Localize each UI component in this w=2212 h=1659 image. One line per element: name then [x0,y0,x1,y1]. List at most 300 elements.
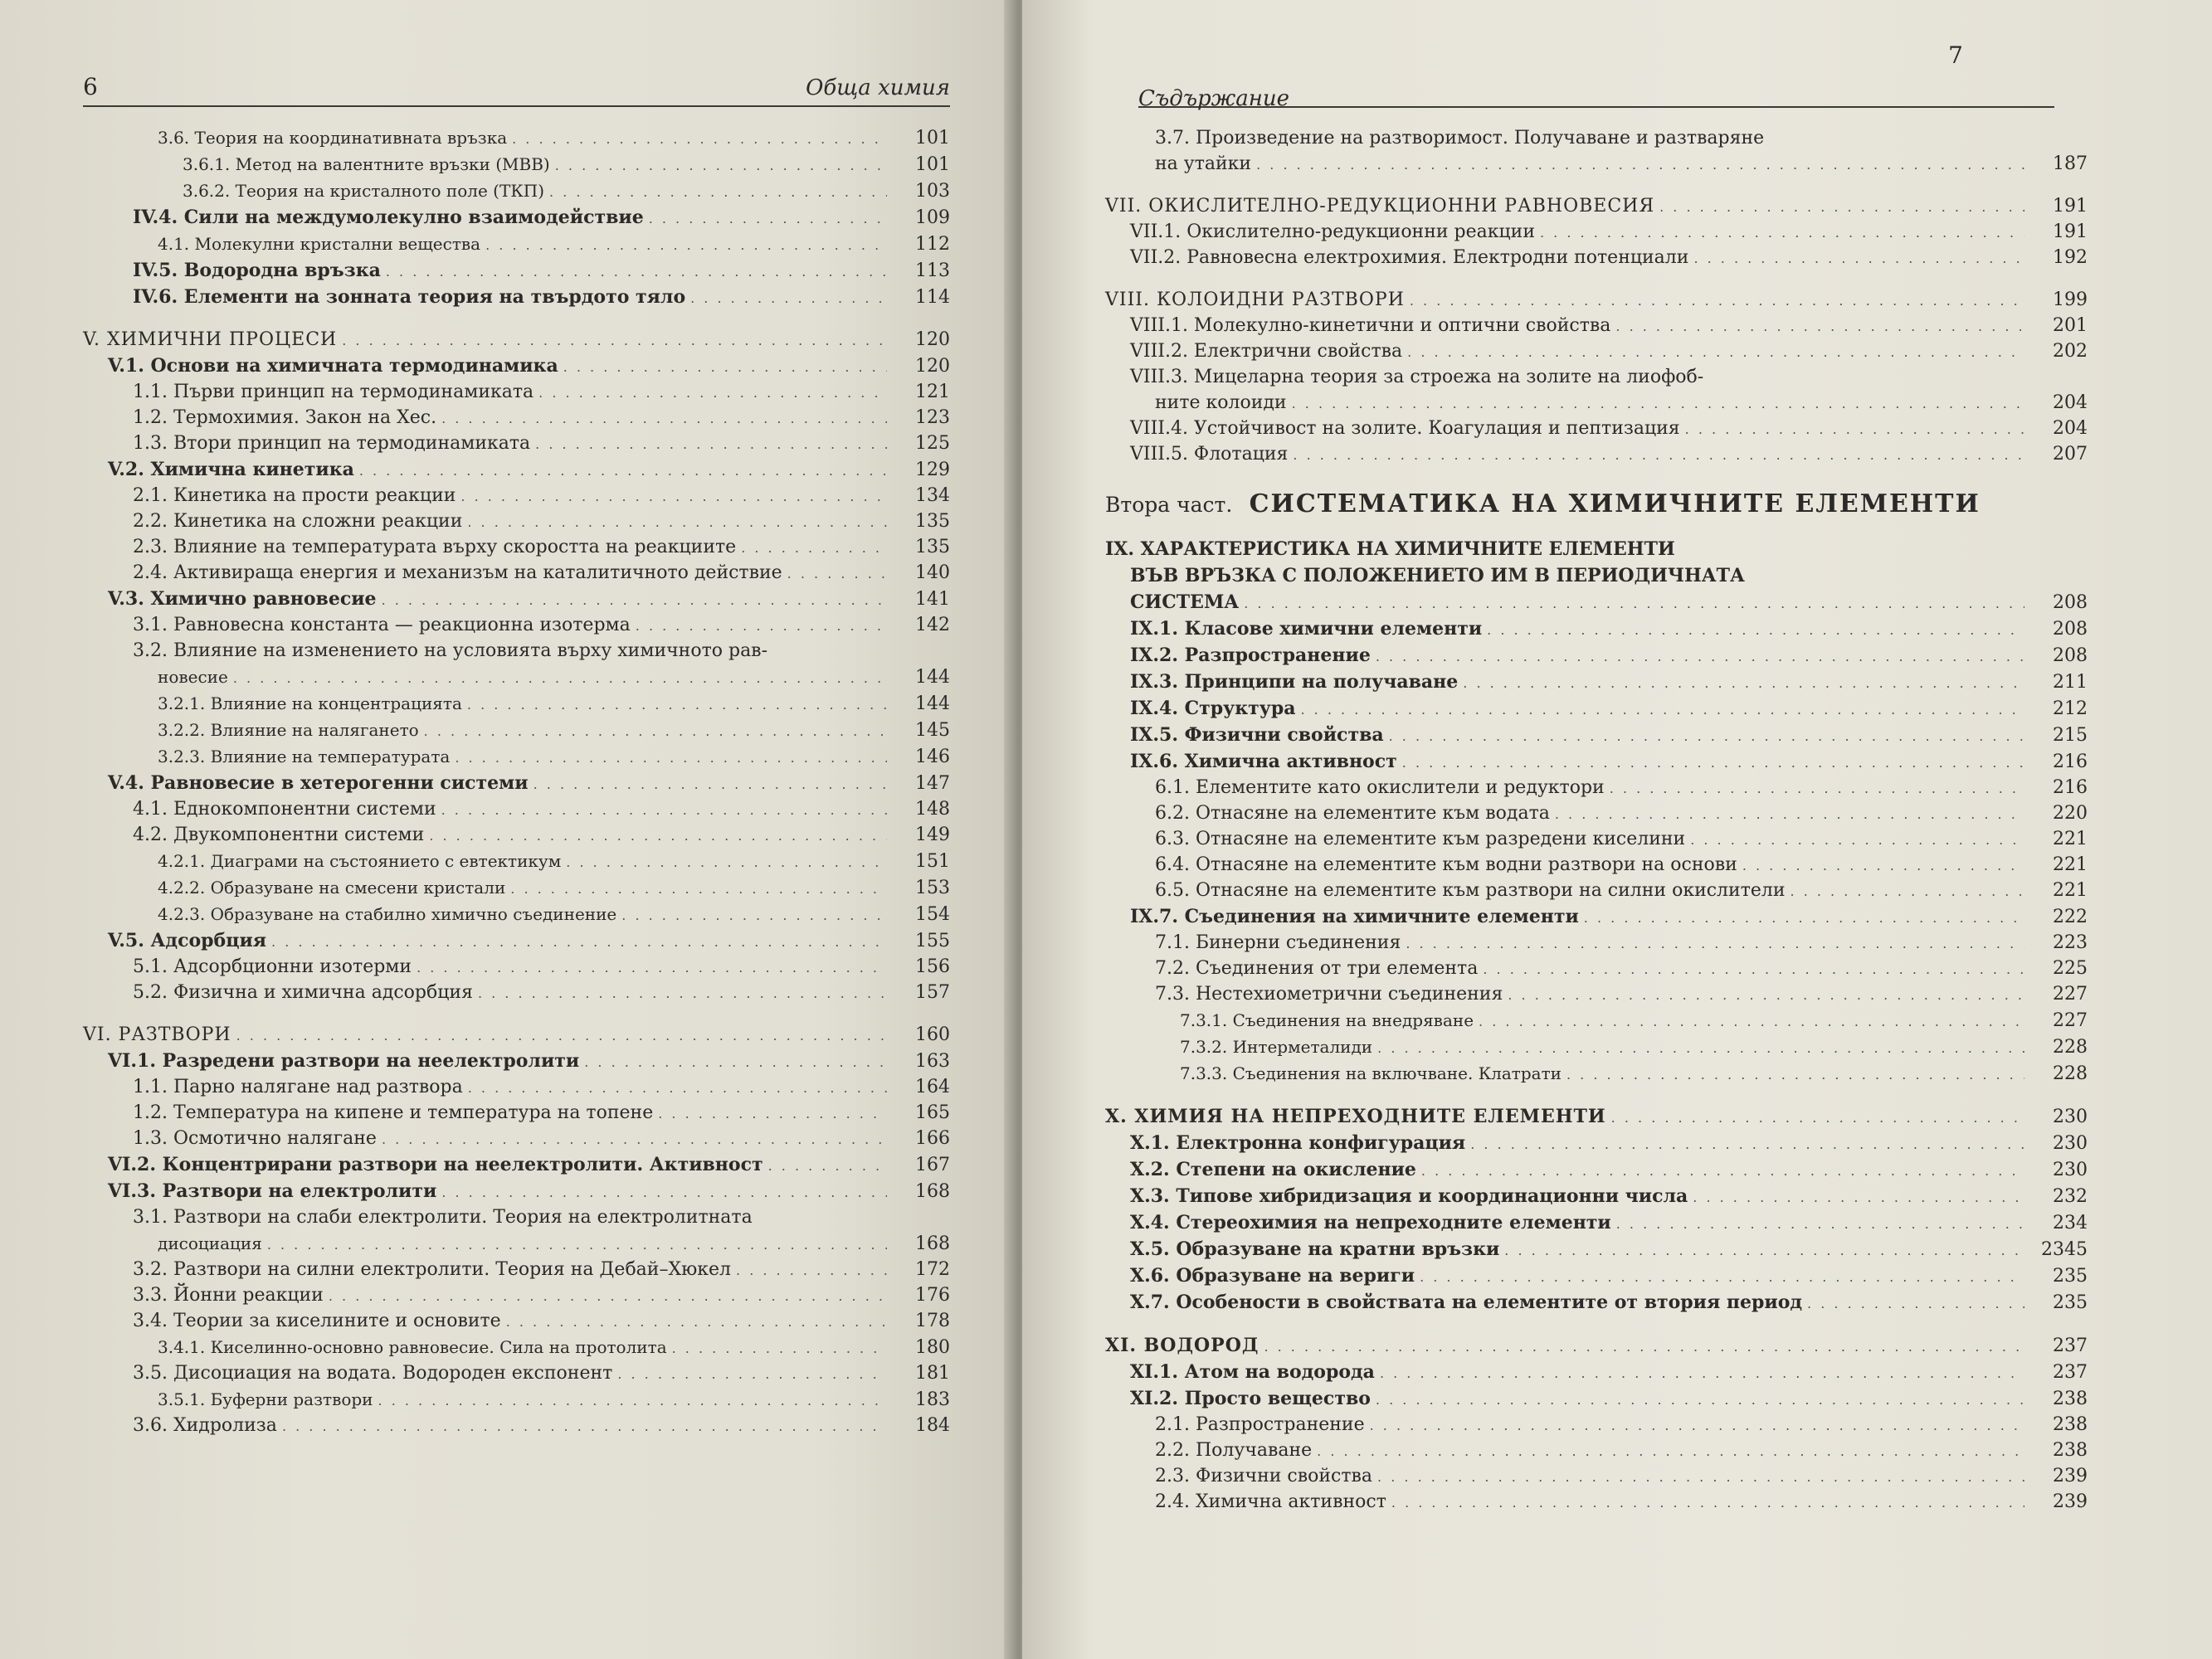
toc-page-number: 112 [915,234,950,255]
toc-entry [1105,563,2088,590]
toc-page-number: 191 [2053,196,2088,216]
toc-entry [83,1335,950,1361]
toc-page-number: 120 [915,356,950,377]
toc-entry [1105,1386,2088,1413]
toc-entry [83,380,950,406]
toc-page-number: 163 [915,1051,950,1072]
right-page [1022,0,2212,1659]
toc-entry [83,1048,950,1075]
toc-entry-title: ните колоиди [1155,392,1287,413]
toc-page-number: 222 [2053,907,2088,927]
toc-page-number: 223 [2053,932,2088,953]
toc-entry-title: V.4. Равновесие в хетерогенни системи [108,772,529,794]
dot-leader [1791,879,2024,904]
dot-leader [736,1258,887,1283]
dot-leader [1610,776,2024,801]
toc-entry-title: VIII.2. Електрични свойства [1130,341,1403,362]
toc-page-number: 109 [915,207,950,228]
dot-leader [506,1310,887,1335]
dot-leader [1376,645,2024,669]
toc-entry-title: 6.3. Отнасяне на елементите към разредени киселини [1155,829,1686,849]
dot-leader [1685,417,2024,442]
toc-entry-title: IX.1. Класове химични елементи [1130,618,1483,640]
dot-leader [1317,1439,2024,1464]
toc-entry-title: 2.1. Разпространение [1155,1414,1365,1435]
toc-entry [1105,194,2088,220]
toc-entry [1105,1061,2088,1087]
toc-entry-title: дисоциация [158,1233,262,1253]
toc-entry [1105,1237,2088,1263]
toc-entry [1105,1034,2088,1061]
dot-leader [1264,1335,2024,1360]
toc-entry [1105,616,2088,643]
dot-leader [342,328,887,353]
dot-leader [1742,854,2024,878]
toc-entry [83,771,950,797]
toc-page-number: 208 [2053,645,2088,666]
toc-page-number: 204 [2053,392,2088,413]
toc-page-number: 160 [915,1024,950,1045]
toc-entry-title: VII.1. Окислително-редукционни реакции [1130,221,1535,242]
dot-leader [485,233,887,258]
left-page-number: 6 [83,73,98,100]
toc-page-number: 199 [2053,289,2088,310]
toc-page-number: 121 [915,382,950,402]
toc-entry [1105,982,2088,1008]
toc-entry [83,1152,950,1179]
dot-leader [1370,1413,2024,1438]
toc-entry-title: 3.2. Разтвори на силни електролити. Теория на Дебай–Хюкел [133,1259,732,1280]
toc-page-number: 2345 [2041,1239,2088,1260]
toc-page-number: 235 [2053,1266,2088,1287]
toc-entry-title: СИСТЕМА [1130,591,1240,613]
dot-leader [441,406,887,431]
toc-entry-title: 2.3. Физични свойства [1155,1466,1373,1486]
toc-entry-title: 3.4. Теории за киселините и основите [133,1311,501,1331]
right-running-head [1105,41,2088,111]
toc-page-number: 140 [915,562,950,583]
toc-page-number: 221 [2053,880,2088,901]
toc-entry-title: IX.2. Разпространение [1130,645,1371,666]
toc-entry-title: 2.4. Химична активност [1155,1491,1386,1512]
toc-page-number: 220 [2053,803,2088,824]
dot-leader [1504,1238,2024,1263]
toc-entry [1105,904,2088,931]
toc-entry-title: VI.1. Разредени разтвори на неелектролити [108,1050,580,1072]
dot-leader [1693,1185,2024,1210]
toc-entry [83,797,950,823]
toc-page-number: 103 [915,181,950,202]
toc-entry [83,353,950,380]
toc-entry [83,205,950,231]
dot-leader [441,1180,887,1205]
toc-entry [83,285,950,311]
toc-page-number: 225 [2053,958,2088,979]
dot-leader [1389,724,2024,749]
toc-page-number: 239 [2053,1491,2088,1512]
dot-leader [382,588,887,613]
dot-leader [538,381,887,406]
toc-entry [1105,696,2088,722]
toc-page-number: 123 [915,407,950,428]
toc-entry-title: 4.1. Молекулни кристални вещества [158,234,481,254]
toc-entry [1105,1008,2088,1034]
toc-entry-title: 3.2.3. Влияние на температурата [158,747,451,766]
toc-page-number: 228 [2053,1037,2088,1058]
dot-leader [386,260,887,285]
toc-entry-title: IX.6. Химична активност [1130,751,1397,772]
dot-leader [768,1154,887,1179]
right-toc-bottom [1105,537,2088,1515]
toc-page-number: 113 [915,260,950,281]
left-running-title: Обща химия [806,75,950,100]
right-page-number: 7 [1948,41,1963,69]
toc-entry-title: X.3. Типове хибридизация и координационни числа [1130,1185,1688,1207]
toc-page-number: 114 [915,287,950,308]
toc-entry-title: X.5. Образуване на кратни връзки [1130,1238,1500,1260]
toc-entry [83,1258,950,1283]
toc-entry [83,718,950,744]
dot-leader [1377,1036,2024,1061]
dot-leader [1555,802,2024,827]
toc-page-number: 151 [915,851,950,872]
toc-page-number: 144 [915,693,950,714]
toc-entry [83,125,950,152]
toc-entry [1105,314,2088,339]
toc-page-number: 129 [915,460,950,480]
toc-entry-title: 1.1. Първи принцип на термодинамиката [133,382,534,402]
toc-entry [1105,669,2088,696]
toc-entry [1105,801,2088,827]
toc-entry-title: IX.3. Принципи на получаване [1130,671,1459,693]
toc-page-number: 149 [915,825,950,845]
toc-entry-title: IV.6. Елементи на зонната теория на твърдото тяло [133,286,686,308]
toc-entry-title: 3.2.1. Влияние на концентрацията [158,693,462,713]
dot-leader [787,562,887,586]
dot-leader [1292,392,2024,416]
toc-page-number: 147 [915,773,950,794]
toc-entry-title: 7.2. Съединения от три елемента [1155,958,1479,979]
toc-entry-title: 3.6.1. Метод на валентните връзки (МВВ) [183,154,550,174]
toc-page-number: 157 [915,982,950,1003]
toc-entry-title: VI.2. Концентрирани разтвори на неелектролити. Активност [108,1154,763,1175]
toc-entry [83,1101,950,1126]
dot-leader [1293,443,2024,468]
toc-page-number: 234 [2053,1213,2088,1233]
dot-leader [1244,591,2024,616]
toc-entry [1105,1263,2088,1290]
toc-entry [1105,152,2088,178]
toc-page-number: 120 [915,329,950,350]
toc-entry-title: 3.5. Дисоциация на водата. Водороден експонент [133,1363,613,1384]
toc-entry-title: 5.1. Адсорбционни изотерми [133,956,412,977]
toc-page-number: 168 [915,1233,950,1254]
toc-entry-title: 4.2.3. Образуване на стабилно химично съединение [158,904,617,924]
toc-page-number: 239 [2053,1466,2088,1486]
toc-page-number: 164 [915,1077,950,1097]
toc-entry-title: 3.1. Равновесна константа — реакционна изотерма [133,615,631,635]
toc-page-number: 135 [915,511,950,532]
toc-entry-title: 7.3.1. Съединения на внедряване [1180,1010,1474,1030]
toc-page-number: 230 [2053,1133,2088,1154]
toc-page-number: 230 [2053,1107,2088,1127]
toc-page-number: 142 [915,615,950,635]
toc-entry [83,561,950,586]
toc-entry-title: 1.2. Температура на кипене и температура на топене [133,1102,654,1123]
toc-entry [83,509,950,535]
toc-entry-title: 3.6. Теория на координативната връзка [158,128,508,148]
section-gap [83,311,950,328]
toc-entry-title: новесие [158,667,228,687]
toc-entry [83,902,950,928]
toc-entry-title: 6.5. Отнасяне на елементите към разтвори на силни окислители [1155,880,1786,901]
dot-leader [1402,751,2024,776]
dot-leader [512,127,887,152]
toc-entry [83,639,950,664]
toc-page-number: 227 [2053,1010,2088,1031]
dot-leader [467,693,887,718]
dot-leader [478,981,887,1006]
toc-entry-title: X.2. Степени на окисление [1130,1159,1416,1180]
toc-page-number: 232 [2053,1186,2088,1207]
toc-entry [1105,416,2088,442]
toc-entry-title: X. ХИМИЯ НА НЕПРЕХОДНИТЕ ЕЛЕМЕНТИ [1105,1106,1606,1127]
dot-leader [441,798,887,823]
dot-leader [378,1389,887,1413]
toc-entry [1105,956,2088,982]
toc-entry-title: IV.5. Водородна връзка [133,260,381,281]
dot-leader [282,1414,887,1439]
toc-entry-title: 2.1. Кинетика на прости реакции [133,485,456,506]
dot-leader [1566,1063,2024,1087]
dot-leader [1807,1292,2024,1316]
dot-leader [424,719,887,744]
toc-entry-title: VIII.4. Устойчивост на золите. Коагулация и пептизация [1130,418,1680,439]
dot-leader [1584,906,2024,931]
toc-entry [83,980,950,1006]
toc-page-number: 235 [2053,1292,2088,1313]
part-heading [1105,489,2088,518]
dot-leader [741,536,887,561]
toc-entry-title: XI.1. Атом на водорода [1130,1361,1375,1383]
toc-entry-title: V.2. Химична кинетика [108,459,354,480]
dot-leader [1406,932,2024,956]
toc-entry [1105,878,2088,904]
dot-leader [1483,957,2024,982]
toc-entry-title: 4.2. Двукомпонентни системи [133,825,425,845]
toc-entry-title: 6.1. Елементите като окислители и редуктори [1155,777,1605,798]
toc-page-number: 146 [915,747,950,767]
toc-entry [83,1023,950,1048]
toc-page-number: 211 [2053,672,2088,693]
dot-leader [672,1336,887,1361]
dot-leader [617,1362,887,1387]
toc-entry-title: 7.3.3. Съединения на включване. Клатрати [1180,1063,1562,1083]
toc-page-number: 125 [915,433,950,454]
dot-leader [1540,221,2024,246]
toc-entry-title: X.6. Образуване на вериги [1130,1265,1415,1287]
toc-page-number: 183 [915,1389,950,1410]
dot-leader [429,824,887,849]
toc-page-number: 227 [2053,984,2088,1005]
dot-leader [1616,1212,2024,1237]
toc-entry-title: 7.1. Бинерни съединения [1155,932,1401,953]
toc-entry [83,823,950,849]
toc-page-number: 216 [2053,752,2088,772]
dot-leader [1463,671,2024,696]
section-gap [1105,178,2088,194]
toc-page-number: 144 [915,667,950,688]
dot-leader [1407,340,2024,365]
dot-leader [1256,153,2024,178]
toc-page-number: 176 [915,1285,950,1306]
right-running-title: Съдържание [1138,86,1289,111]
toc-entry [1105,442,2088,468]
dot-leader [563,355,887,380]
toc-entry-title: ВЪВ ВРЪЗКА С ПОЛОЖЕНИЕТО ИМ В ПЕРИОДИЧНАТА [1130,565,1745,586]
dot-leader [690,286,887,311]
dot-leader [1421,1159,2024,1184]
toc-entry [1105,590,2088,616]
dot-leader [1690,828,2024,853]
toc-page-number: 208 [2053,592,2088,613]
toc-entry [83,484,950,509]
toc-entry [1105,1131,2088,1157]
toc-entry-title: V. ХИМИЧНИ ПРОЦЕСИ [83,329,338,350]
toc-entry [83,406,950,431]
toc-page-number: 141 [915,589,950,610]
toc-entry-title: IV.4. Сили на междумолекулно взаимодействие [133,207,644,228]
dot-leader [1377,1465,2024,1490]
section-gap [83,1006,950,1023]
toc-entry [83,1309,950,1335]
toc-page-number: 237 [2053,1335,2088,1356]
toc-entry-title: VIII.1. Молекулно-кинетични и оптични свойства [1130,315,1611,336]
toc-entry [1105,126,2088,152]
dot-leader [233,666,887,691]
toc-entry [83,178,950,205]
toc-entry-title: IX.5. Физични свойства [1130,724,1384,746]
dot-leader [1410,289,2024,314]
toc-page-number: 134 [915,485,950,506]
toc-entry-title: 7.3. Нестехиометрични съединения [1155,984,1503,1005]
toc-entry-title: VII. ОКИСЛИТЕЛНО-РЕДУКЦИОННИ РАВНОВЕСИЯ [1105,196,1655,216]
toc-entry [83,1126,950,1152]
toc-entry-title: 4.2.2. Образуване на смесени кристали [158,878,506,898]
dot-leader [460,484,887,509]
toc-entry [1105,391,2088,416]
part-label: Втора част. [1105,493,1233,517]
toc-page-number: 156 [915,956,950,977]
section-gap [1105,271,2088,288]
toc-page-number: 208 [2053,619,2088,640]
toc-entry [83,328,950,353]
toc-page-number: 204 [2053,418,2088,439]
toc-page-number: 201 [2053,315,2088,336]
toc-entry-title: 3.2.2. Влияние на налягането [158,720,419,740]
toc-entry-title: 2.2. Кинетика на сложни реакции [133,511,463,532]
toc-entry-title: VI.3. Разтвори на електролити [108,1180,437,1202]
toc-entry-title: V.3. Химично равновесие [108,588,377,610]
dot-leader [549,180,887,205]
toc-entry [83,231,950,258]
toc-entry [83,457,950,484]
toc-entry [83,1387,950,1413]
toc-entry-title: VI. РАЗТВОРИ [83,1024,231,1045]
dot-leader [1659,195,2024,220]
toc-page-number: 237 [2053,1362,2088,1383]
left-page [0,0,1016,1659]
toc-entry [83,1361,950,1387]
toc-entry [1105,1464,2088,1490]
toc-entry [1105,1290,2088,1316]
toc-entry [1105,722,2088,749]
toc-entry-title: 2.2. Получаване [1155,1440,1313,1461]
toc-entry-title: 6.2. Отнасяне на елементите към водата [1155,803,1550,824]
toc-entry-title: 7.3.2. Интерметалиди [1180,1037,1373,1057]
toc-entry [1105,1333,2088,1360]
dot-leader [1470,1132,2024,1157]
dot-leader [621,903,887,928]
toc-entry-title: VIII. КОЛОИДНИ РАЗТВОРИ [1105,289,1405,310]
toc-entry [1105,365,2088,391]
toc-entry [1105,776,2088,801]
toc-entry [1105,1413,2088,1438]
toc-entry [83,1283,950,1309]
dot-leader [467,510,887,535]
section-gap [1105,1316,2088,1333]
part-title: СИСТЕМАТИКА НА ХИМИЧНИТЕ ЕЛЕМЕНТИ [1249,489,1981,518]
toc-entry-title: X.4. Стереохимия на непреходните елементи [1130,1212,1611,1233]
toc-page-number: 221 [2053,854,2088,875]
toc-page-number: 181 [915,1363,950,1384]
toc-entry [1105,853,2088,878]
toc-entry [1105,1184,2088,1210]
toc-page-number: 212 [2053,698,2088,719]
toc-entry [1105,1438,2088,1464]
dot-leader [417,956,887,980]
toc-page-number: 165 [915,1102,950,1123]
dot-leader [658,1102,887,1126]
toc-page-number: 180 [915,1337,950,1358]
toc-entry [1105,931,2088,956]
toc-page-number: 135 [915,537,950,557]
toc-page-number: 192 [2053,247,2088,268]
toc-entry-title: 1.2. Термохимия. Закон на Хес. [133,407,437,428]
dot-leader [636,614,887,639]
toc-page-number: 207 [2053,444,2088,465]
dot-leader [555,153,887,178]
toc-entry-title: 4.2.1. Диаграми на състоянието с евтектикум [158,851,562,871]
dot-leader [382,1127,887,1152]
toc-entry [1105,1157,2088,1184]
left-toc [83,125,950,1439]
toc-entry [1105,643,2088,669]
toc-entry [1105,1490,2088,1515]
section-gap [1105,1087,2088,1104]
toc-page-number: 215 [2053,725,2088,746]
dot-leader [1611,1106,2024,1131]
toc-entry-title: 3.6. Хидролиза [133,1415,277,1436]
toc-entry [83,152,950,178]
toc-entry [1105,1210,2088,1237]
toc-entry [83,849,950,875]
toc-entry [83,875,950,902]
dot-leader [534,772,887,797]
toc-page-number: 101 [915,128,950,148]
toc-page-number: 191 [2053,221,2088,242]
toc-entry-title: IX.4. Структура [1130,698,1296,719]
